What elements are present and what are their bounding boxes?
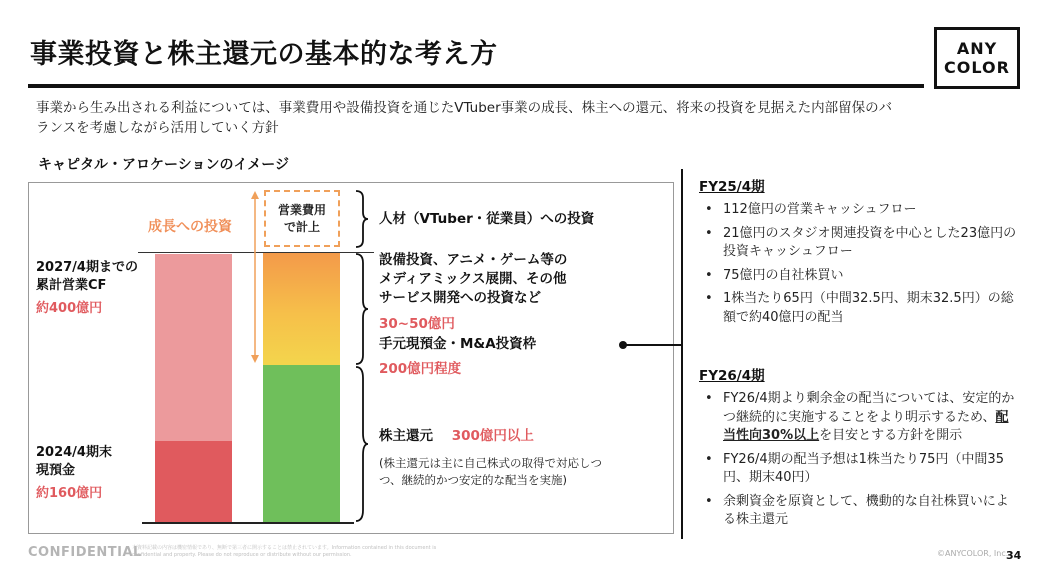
logo-line-2: COLOR (944, 58, 1010, 77)
payout-ratio-highlight: 配当性向30%以上 (723, 409, 1009, 443)
page-title: 事業投資と株主還元の基本的な考え方 (30, 39, 498, 70)
people-investment-label: 人材（VTuber・従業員）への投資 (379, 211, 595, 227)
return-note: (株主還元は主に自己株式の取得で対応しつつ、継続的かつ安定的な配当を実施) (379, 456, 602, 487)
page-number: 34 (1006, 549, 1022, 562)
fy25-list (699, 201, 1019, 327)
list-item: • 1株当たり65円（中間32.5円、期末32.5円）の総額で約40億円の配当 (699, 290, 1019, 327)
capex-line-2: メディアミックス展開、その他 (379, 271, 567, 287)
growth-investment-label: 成長への投資 (148, 219, 232, 235)
shareholder-return-bar (263, 365, 340, 522)
double-arrow-icon (250, 191, 260, 363)
operating-cf-bar (155, 254, 232, 441)
cash-label-line-1: 2024/4期末 (36, 445, 112, 460)
list-item: • 112億円の営業キャッシュフロー (699, 201, 1019, 220)
list-item: • 21億円のスタジオ関連投資を中心とした23億円の投資キャッシュフロー (699, 225, 1019, 262)
title-underline (28, 84, 924, 88)
list-item: • 75億円の自社株買い (699, 267, 1019, 286)
capex-line-3: サービス開発への投資など (379, 290, 541, 306)
logo-line-1: ANY (956, 39, 998, 58)
connector-dot-icon (619, 341, 627, 349)
cf-label-line-1: 2027/4期までの (36, 260, 138, 275)
list-item: • FY26/4期の配当予想は1株当たり75円（中間35円、期末40円） (699, 451, 1019, 488)
brace-icon (354, 366, 370, 522)
fy26-title: FY26/4期 (699, 368, 765, 384)
cash-label (36, 444, 112, 503)
reserve-amount: 200億円程度 (379, 361, 462, 377)
brace-icon (354, 190, 370, 248)
fy26-list (699, 390, 1019, 530)
brace-icon (354, 253, 370, 365)
cash-amount: 約160億円 (36, 486, 103, 501)
anycolor-logo (934, 27, 1020, 89)
fy25-title: FY25/4期 (699, 179, 765, 195)
return-label-text: 株主還元 (379, 428, 433, 444)
diagram-baseline (142, 522, 354, 524)
opex-box-line-1: 営業費用 (277, 202, 326, 217)
cf-label-line-2: 累計営業CF (36, 278, 107, 293)
copyright: ©ANYCOLOR, Inc. (937, 549, 1009, 558)
cf-amount: 約400億円 (36, 301, 103, 316)
diagram-title: キャピタル・アロケーションのイメージ (38, 157, 290, 173)
cash-label-line-2: 現預金 (36, 463, 76, 478)
capex-line-1: 設備投資、アニメ・ゲーム等の (379, 252, 568, 268)
cf-label (36, 259, 138, 318)
fy26-item1-pre: FY26/4期より剰余金の配当については、安定的かつ継続的に実施することをより明示するため、 (723, 391, 1015, 425)
fy26-item1-post: を目安とする方針を開示 (819, 428, 963, 443)
fy26-section (699, 364, 1019, 535)
growth-investment-bar (263, 253, 340, 365)
list-item: • 余剰資金を原資として、機動的な自社株買いによる株主還元 (699, 493, 1019, 530)
fy25-section (699, 175, 1019, 332)
intro-line-1: 事業から生み出される利益については、事業費用や設備投資を通じたVTuber事業の成長、株主への還元、将来の投資を見据えた内部留保のバ (36, 100, 893, 116)
intro-paragraph (36, 98, 1006, 138)
cash-bar (155, 441, 232, 522)
capex-label (379, 251, 567, 308)
confidential-label: CONFIDENTIAL (28, 545, 142, 560)
capex-amount: 30~50億円 (379, 316, 455, 332)
opex-box-line-2: で計上 (283, 219, 320, 234)
reserve-label: 手元現預金・M&A投資枠 (379, 336, 537, 352)
fine-print: 本資料記載の内容は機密情報であり、無断で第三者に開示することは禁止されています。Information contained in this document is confidential and property. Please do not reproduce or distribute without our permission. (132, 545, 437, 558)
intro-line-2: ランスを考慮しながら活用していく方針 (36, 120, 279, 136)
list-item (699, 390, 1019, 446)
connector-line (622, 344, 682, 346)
opex-box (264, 190, 340, 247)
timeline-rule (681, 169, 683, 539)
return-amount: 300億円以上 (451, 428, 534, 444)
return-label (379, 427, 534, 446)
